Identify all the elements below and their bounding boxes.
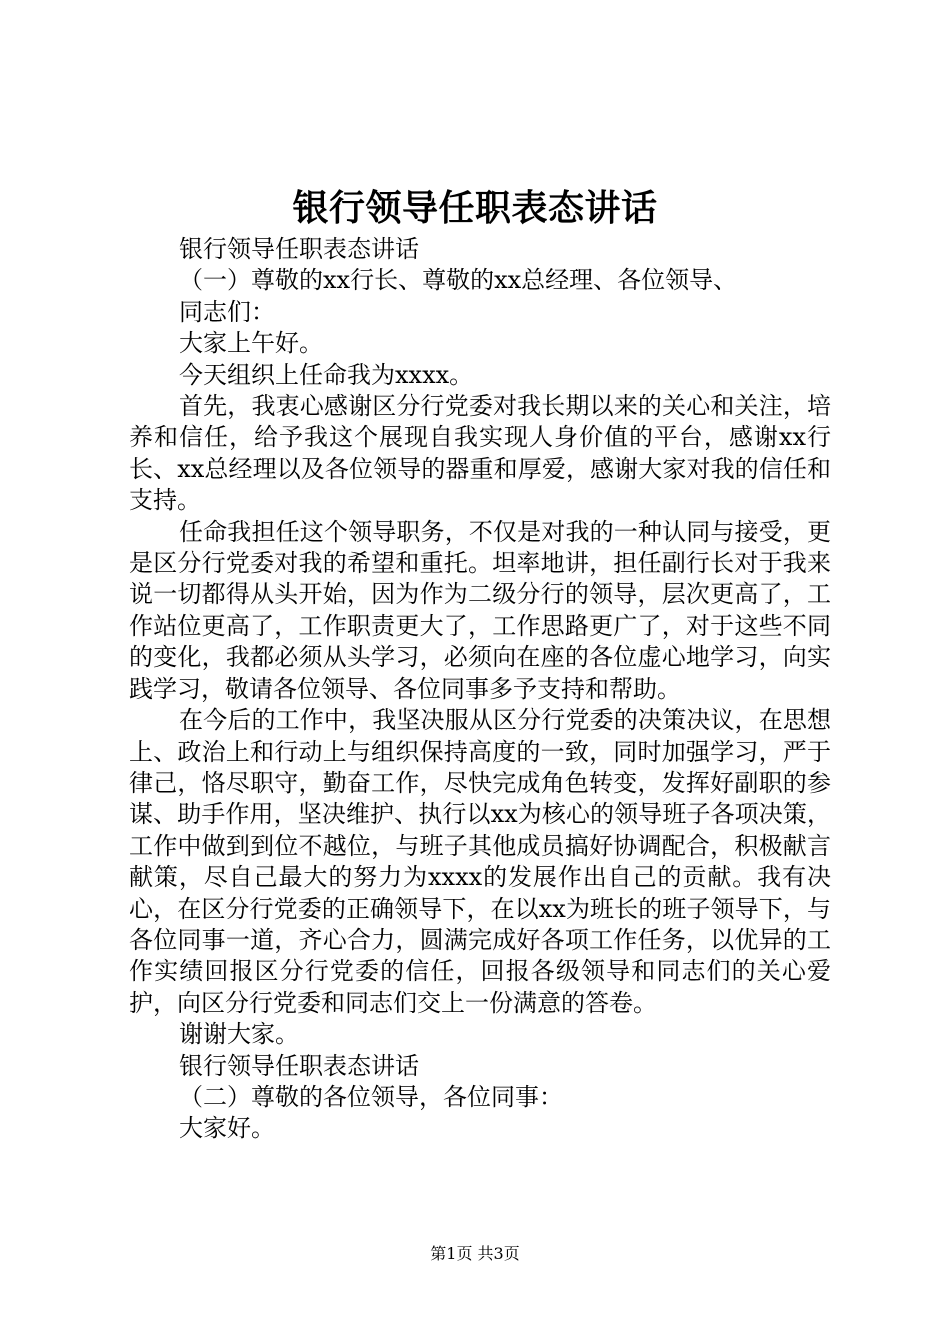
- paragraph: 谢谢大家。: [179, 1020, 299, 1049]
- document-body: [129, 234, 831, 1145]
- paragraph: 在今后的工作中，我坚决服从区分行党委的决策决议，在思想上、政治上和行动上与组织保持高度的一致，同时加强学习，严于律己，恪尽职守，勤奋工作，尽快完成角色转变，发挥好副职的参谋、助手作用，坚决维护、执行以xx为核心的领导班子各项决策，工作中做到到位不越位，与班子其他成员搞好协调配合，积极献言献策，尽自己最大的努力为xxxx的发展作出自己的贡献。我有决心，在区分行党委的正确领导下，在以xx为班长的班子领导下，与各位同事一道，齐心合力，圆满完成好各项工作任务，以优异的工作实绩回报区分行党委的信任，回报各级领导和同志们的关心爱护，向区分行党委和同志们交上一份满意的答卷。: [129, 706, 831, 1017]
- paragraph: 大家上午好。: [179, 329, 323, 358]
- paragraph: 首先，我衷心感谢区分行党委对我长期以来的关心和关注，培养和信任，给予我这个展现自我实现人身价值的平台，感谢xx行长、xx总经理以及各位领导的器重和厚爱，感谢大家对我的信任和支持。: [129, 392, 831, 515]
- paragraph: 银行领导任职表态讲话: [179, 1051, 419, 1080]
- paragraph: （二）尊敬的各位领导，各位同事：: [179, 1082, 563, 1111]
- paragraph: 大家好。: [179, 1114, 275, 1143]
- paragraph: 任命我担任这个领导职务，不仅是对我的一种认同与接受，更是区分行党委对我的希望和重托。坦率地讲，担任副行长对于我来说一切都得从头开始，因为作为二级分行的领导，层次更高了，工作站位更高了，工作职责更大了，工作思路更广了，对于这些不同的变化，我都必须从头学习，必须向在座的各位虚心地学习，向实践学习，敬请各位领导、各位同事多予支持和帮助。: [129, 517, 831, 703]
- paragraph: 今天组织上任命我为xxxx。: [179, 360, 474, 389]
- page-footer: 第1页 共3页: [430, 1244, 520, 1263]
- paragraph: 银行领导任职表态讲话: [179, 235, 419, 263]
- paragraph: 同志们：: [179, 297, 275, 326]
- paragraph: （一）尊敬的xx行长、尊敬的xx总经理、各位领导、: [179, 266, 738, 295]
- document-title: 银行领导任职表态讲话: [292, 187, 658, 229]
